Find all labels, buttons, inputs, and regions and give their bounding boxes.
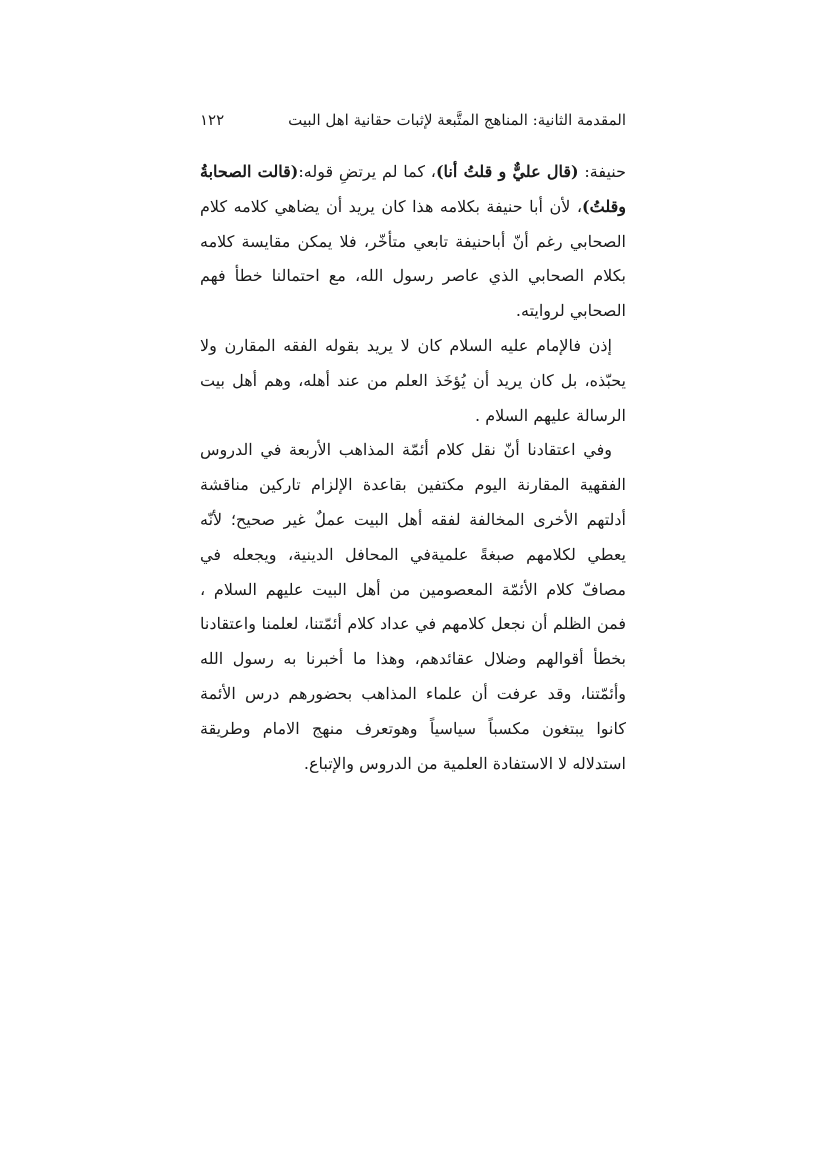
text-segment: ، لأن أبا حنيفة بكلامه هذا كان يريد أن يضاهي كلامه كلام الصحابي رغم أنّ أباحنيفة تابعي متأخّر، فلا يمكن مقايسة كلامه بكلام الصحابي الذي عاصر رسول الله، مع احتمالنا خطأ فهم الصحابي لروايته. — [200, 196, 626, 321]
paragraph — [200, 155, 626, 329]
text-segment: حنيفة: — [578, 162, 627, 181]
page-header — [200, 108, 626, 132]
paragraph — [200, 433, 626, 781]
text-segment: ، كما لم يرتضِ قوله: — [298, 162, 436, 181]
paragraph — [200, 329, 626, 433]
text-segment: إذن فالإمام عليه السلام كان لا يريد بقوله الفقه المقارن ولا يحبّذه، بل كان يريد أن يُؤخَذ العلم من عند أهله، وهم أهل بيت الرسالة عليهم السلام . — [200, 335, 626, 425]
bold-quote: (قال عليٌّ و قلتُ أنا) — [435, 162, 579, 181]
body-text — [200, 155, 626, 781]
text-segment: وفي اعتقادنا أنّ نقل كلام أئمّة المذاهب الأربعة في الدروس الفقهية المقارنة اليوم مكتفين بقاعدة الإلزام تاركين مناقشة أدلتهم الأخرى المخالفة لفقه أهل البيت عملٌ غير صحيح؛ لأنّه يعطي لكلامهم صبغةً علميةفي المحافل الدينية، ويجعله في مصافّ كلام الأئمّة المعصومين من أهل البيت عليهم السلام ، فمن الظلم أن نجعل كلامهم في عداد كلام أئمّتنا، لعلمنا واعتقادنا بخطأ أقوالهم وضلال عقائدهم، وهذا ما أخبرنا به رسول الله وأئمّتنا، وقد عرفت أن علماء المذاهب بحضورهم درس الأئمة كانوا يبتغون مكسباً سياسياً وهوتعرف منهج الامام وطريقة استدلاله لا الاستفادة العلمية من الدروس والإتباع. — [200, 440, 626, 773]
running-title: المقدمة الثانية: المناهج المتَّبعة لإثبات حقانية اهل البيت — [288, 111, 626, 129]
bold-quote: (قالت الصحابةُ وقلتُ) — [200, 162, 626, 216]
page-number: ١٢٢ — [200, 111, 225, 129]
